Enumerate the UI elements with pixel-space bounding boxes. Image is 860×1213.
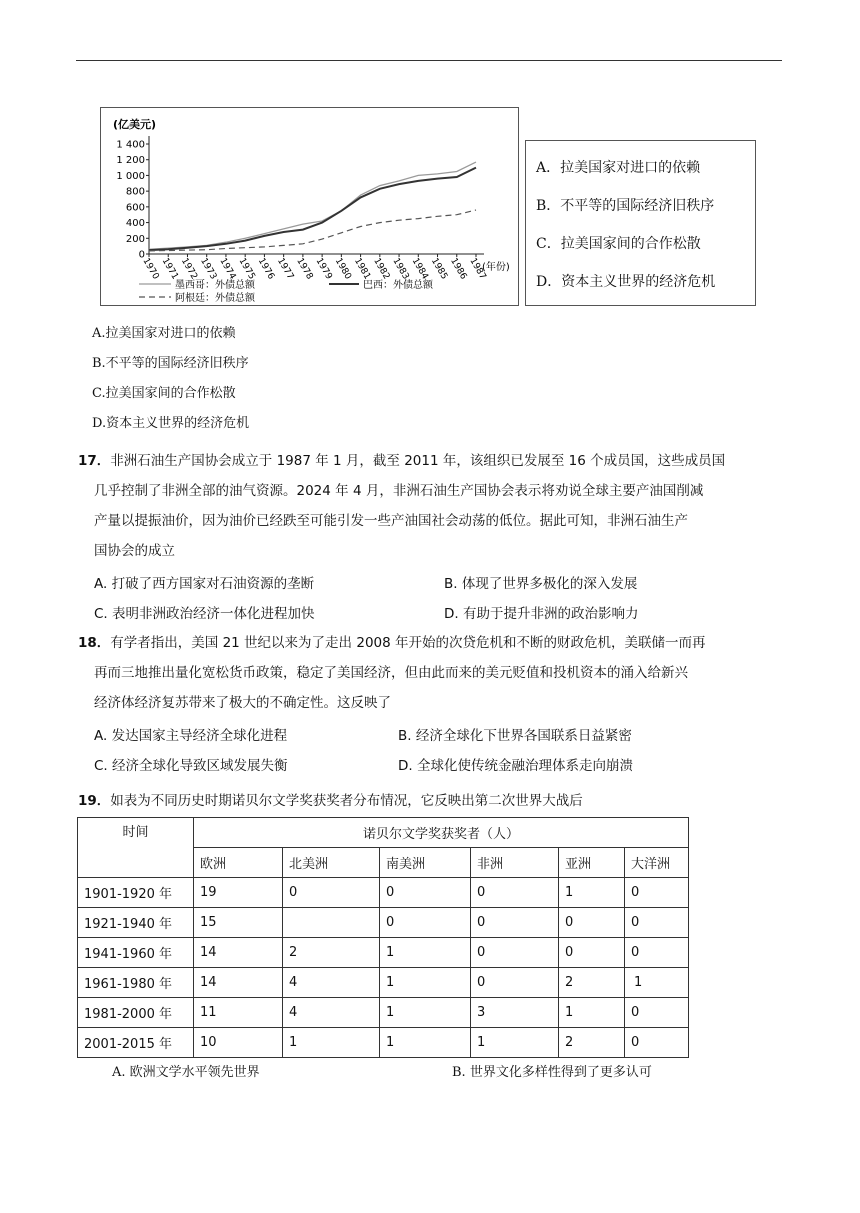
x-tick-label: 1975 [236, 256, 257, 282]
table-header-region: 亚洲 [559, 848, 625, 878]
legend-label-2: 巴西：外债总额 [363, 280, 433, 291]
q18-option-c: C. 经济全球化导致区域发展失衡 [94, 758, 288, 774]
table-header-region: 南美洲 [380, 848, 471, 878]
chart-option-b: B．不平等的国际经济旧秩序 [536, 198, 715, 214]
row-period: 1961-1980 年 [78, 968, 194, 998]
q17-option-d: D. 有助于提升非洲的政治影响力 [444, 606, 639, 622]
nobel-table [77, 817, 689, 1058]
q18-number: 18． [78, 635, 111, 651]
cell: 14 [194, 938, 283, 968]
q17-option-b: B. 体现了世界多极化的深入发展 [444, 576, 638, 592]
q17-option-c: C. 表明非洲政治经济一体化进程加快 [94, 606, 315, 622]
q19-number: 19． [78, 793, 111, 809]
q19-option-a: A. 欧洲文学水平领先世界 [112, 1065, 260, 1080]
cell: 0 [559, 908, 625, 938]
x-tick-label: 1981 [351, 256, 373, 282]
x-tick-label: 1985 [428, 256, 450, 282]
q17-line-1: 非洲石油生产国协会成立于 1987 年 1 月，截至 2011 年，该组织已发展至 16 个成员国，这些成员国 [110, 453, 726, 469]
q18-line-1: 有学者指出，美国 21 世纪以来为了走出 2008 年开始的次贷危机和不断的财政危机，美联储一而再 [110, 635, 706, 651]
x-tick-label: 1987 [467, 256, 488, 282]
cell: 1 [380, 938, 471, 968]
x-tick-label: 1978 [294, 256, 315, 282]
cell: 0 [471, 968, 559, 998]
q18-option-a: A. 发达国家主导经济全球化进程 [94, 728, 288, 744]
cell: 10 [194, 1028, 283, 1058]
cell: 0 [625, 998, 689, 1028]
cell [283, 908, 380, 938]
table-header-region: 北美洲 [283, 848, 380, 878]
table-header-region: 非洲 [471, 848, 559, 878]
cell: 2 [559, 1028, 625, 1058]
cell: 15 [194, 908, 283, 938]
y-tick-label: 1 400 [116, 139, 145, 151]
row-period: 2001-2015 年 [78, 1028, 194, 1058]
cell: 0 [471, 938, 559, 968]
cell: 0 [559, 938, 625, 968]
row-period: 1981-2000 年 [78, 998, 194, 1028]
cell: 1 [283, 1028, 380, 1058]
cell: 0 [380, 908, 471, 938]
series-line-3 [149, 210, 476, 251]
row-period: 1921-1940 年 [78, 908, 194, 938]
table-header-region: 大洋洲 [625, 848, 689, 878]
y-tick-label: 800 [125, 186, 145, 198]
row-period: 1901-1920 年 [78, 878, 194, 908]
cell: 1 [559, 878, 625, 908]
table-row [78, 878, 689, 908]
q18-stem [78, 628, 784, 718]
x-tick-label: 1980 [332, 256, 353, 282]
x-axis-unit: (年份) [482, 262, 510, 273]
x-tick-label: 1977 [275, 256, 296, 282]
q17-stem [78, 446, 784, 566]
x-tick-label: 1970 [140, 256, 161, 282]
cell: 0 [471, 908, 559, 938]
q18-line-3: 经济体经济复苏带来了极大的不确定性。这反映了 [94, 695, 391, 711]
q18-option-d: D. 全球化使传统金融治理体系走向崩溃 [398, 758, 633, 774]
cell: 0 [471, 878, 559, 908]
chart-option-c: C．拉美国家间的合作松散 [536, 236, 701, 252]
y-tick-label: 200 [125, 233, 145, 245]
table-header-group: 诺贝尔文学奖获奖者（人） [194, 818, 689, 848]
chart-option-a: A．拉美国家对进口的依赖 [536, 160, 701, 176]
x-tick-label: 1986 [448, 256, 469, 282]
cell: 2 [559, 968, 625, 998]
cell: 2 [283, 938, 380, 968]
header-rule [76, 60, 782, 61]
x-tick-label: 1984 [409, 256, 430, 282]
table-header-region: 欧洲 [194, 848, 283, 878]
cell: 4 [283, 998, 380, 1028]
legend-label-1: 墨西哥：外债总额 [175, 280, 255, 291]
q16-option-b: B.不平等的国际经济旧秩序 [92, 356, 249, 371]
table-row [78, 938, 689, 968]
table-row [78, 968, 689, 998]
x-tick-label: 1979 [313, 256, 334, 282]
y-tick-label: 0 [138, 249, 145, 261]
cell: 1 [559, 998, 625, 1028]
q16-option-d: D.资本主义世界的经济危机 [92, 416, 250, 431]
debt-chart [100, 107, 519, 306]
cell: 1 [471, 1028, 559, 1058]
q19-stem [78, 789, 583, 809]
chart-options-box [525, 140, 756, 306]
y-tick-label: 600 [125, 202, 145, 214]
q16-option-a: A.拉美国家对进口的依赖 [92, 326, 236, 341]
x-tick-label: 1974 [217, 256, 238, 282]
cell: 0 [625, 1028, 689, 1058]
x-tick-label: 1983 [390, 256, 411, 282]
table-header-time: 时间 [78, 818, 194, 878]
q17-number: 17． [78, 453, 111, 469]
series-line-2 [149, 168, 476, 251]
q19-option-b: B. 世界文化多样性得到了更多认可 [452, 1065, 652, 1080]
table-row [78, 908, 689, 938]
cell: 0 [625, 878, 689, 908]
series-line-1 [149, 162, 476, 249]
cell: 1 [380, 968, 471, 998]
cell: 19 [194, 878, 283, 908]
table-row [78, 1028, 689, 1058]
legend-label-3: 阿根廷：外债总额 [175, 293, 255, 304]
x-tick-label: 1971 [159, 256, 180, 282]
cell: 0 [283, 878, 380, 908]
cell: 0 [625, 938, 689, 968]
x-tick-label: 1982 [371, 256, 392, 282]
y-axis-unit: (亿美元) [113, 118, 157, 131]
cell: 1 [380, 1028, 471, 1058]
y-tick-label: 1 000 [116, 170, 145, 182]
q19-stem-text: 如表为不同历史时期诺贝尔文学奖获奖者分布情况，它反映出第二次世界大战后 [110, 793, 583, 809]
cell: 11 [194, 998, 283, 1028]
q16-option-c: C.拉美国家间的合作松散 [92, 386, 236, 401]
q17-option-a: A. 打破了西方国家对石油资源的垄断 [94, 576, 315, 592]
q18-line-2: 再而三地推出量化宽松货币政策，稳定了美国经济，但由此而来的美元贬值和投机资本的涌入给新兴 [94, 665, 688, 681]
cell: 14 [194, 968, 283, 998]
table-row [78, 998, 689, 1028]
cell: 0 [380, 878, 471, 908]
x-tick-label: 1972 [178, 256, 199, 282]
q17-line-4: 国协会的成立 [94, 543, 175, 559]
cell: 0 [625, 908, 689, 938]
cell: 1 [625, 968, 689, 998]
chart-option-d: D．资本主义世界的经济危机 [536, 274, 716, 290]
q17-line-3: 产量以提振油价，因为油价已经跌至可能引发一些产油国社会动荡的低位。据此可知，非洲石油生产 [94, 513, 688, 529]
row-period: 1941-1960 年 [78, 938, 194, 968]
q17-line-2: 几乎控制了非洲全部的油气资源。2024 年 4 月，非洲石油生产国协会表示将劝说全球主要产油国削减 [94, 483, 704, 499]
x-tick-label: 1976 [255, 256, 276, 282]
debt-line-chart [101, 108, 518, 305]
y-tick-label: 400 [125, 218, 145, 230]
q18-option-b: B. 经济全球化下世界各国联系日益紧密 [398, 728, 632, 744]
cell: 3 [471, 998, 559, 1028]
y-tick-label: 1 200 [116, 155, 145, 167]
x-tick-label: 1973 [198, 256, 219, 282]
cell: 1 [380, 998, 471, 1028]
cell: 4 [283, 968, 380, 998]
